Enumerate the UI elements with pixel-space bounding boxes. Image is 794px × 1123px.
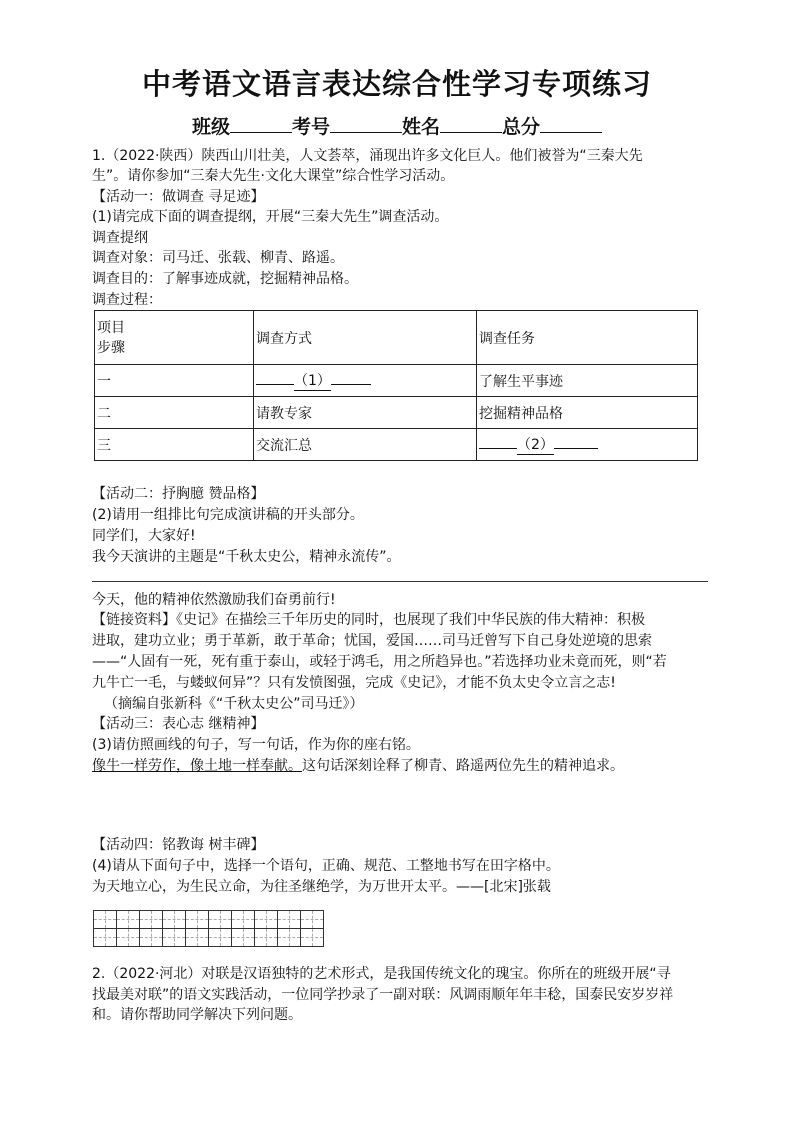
outline-purpose: 调查目的：了解事迹成就，挖掘精神品格。	[92, 271, 358, 287]
grid-cell[interactable]	[93, 910, 117, 929]
class-blank[interactable]	[230, 114, 292, 133]
grid-cell[interactable]	[116, 928, 140, 947]
table-row	[95, 365, 698, 397]
header-item-step-cell	[95, 311, 254, 365]
answer-blank-left	[256, 384, 294, 385]
link-material-line-1: 【链接资料】《史记》在描绘三千年历史的同时，也展现了我们中华民族的伟大精神：积极	[92, 612, 645, 628]
speech-greeting: 同学们，大家好!	[92, 528, 196, 544]
class-label: 班级	[191, 116, 230, 138]
grid-cell[interactable]	[162, 928, 186, 947]
speech-topic: 我今天演讲的主题是“千秋太史公，精神永流传”。	[92, 549, 401, 565]
row-1-method: （1）	[294, 370, 331, 391]
q1-intro-line-2: 生”。请你参加“三秦大先生·文化大课堂”综合性学习活动。	[92, 168, 455, 184]
outline-title: 调查提纲	[92, 230, 148, 246]
q2-line-3: 和。请你帮助同学解决下列问题。	[92, 1007, 302, 1023]
grid-cell[interactable]	[208, 910, 232, 929]
answer-blank-left	[479, 448, 517, 449]
grid-cell[interactable]	[139, 910, 163, 929]
row-2-method: 请教专家	[254, 397, 477, 429]
outline-process: 调查过程：	[92, 292, 162, 308]
row-1-method-cell[interactable]	[254, 365, 477, 397]
grid-cell[interactable]	[300, 928, 324, 947]
row-3-step: 三	[95, 429, 254, 461]
header-task: 调查任务	[477, 311, 698, 365]
answer-blank-right	[554, 448, 598, 449]
grid-cell[interactable]	[185, 910, 209, 929]
row-2-task: 挖掘精神品格	[477, 397, 698, 429]
task-4-text: (4)请从下面句子中，选择一个语句，正确、规范、工整地书写在田字格中。	[92, 858, 560, 874]
q2-line-2: 找最美对联”的语文实践活动，一位同学抄录了一副对联：风调雨顺年年丰稔，国泰民安岁岁祥	[92, 987, 674, 1003]
motto-line	[92, 756, 624, 776]
tianzige-grid[interactable]	[93, 910, 341, 950]
outline-objects: 调查对象：司马迁、张载、柳青、路遥。	[92, 250, 344, 266]
grid-cell[interactable]	[231, 928, 255, 947]
row-3-task: （2）	[517, 434, 554, 455]
name-blank[interactable]	[440, 114, 502, 133]
grid-cell[interactable]	[139, 928, 163, 947]
activity-1-heading: 【活动一：做调查 寻足迹】	[92, 189, 265, 205]
activity-3-heading: 【活动三：表心志 继精神】	[92, 716, 265, 732]
table-row	[95, 397, 698, 429]
page-title: 中考语文语言表达综合性学习专项练习	[141, 67, 652, 101]
table-row	[95, 311, 698, 365]
activity-4-heading: 【活动四：铭教诲 树丰碑】	[92, 837, 265, 853]
grid-row	[93, 910, 341, 928]
survey-table	[94, 310, 698, 461]
grid-cell[interactable]	[277, 928, 301, 947]
exam-no-blank[interactable]	[330, 114, 402, 133]
student-info-line	[0, 112, 794, 139]
link-material-line-2: 进取，建功立业；勇于革新，敢于革命；忧国，爱国……司马迁曾写下自己身处逆境的思索	[92, 633, 652, 649]
header-step: 步骤	[97, 339, 125, 356]
task-3-text: (3)请仿照画线的句子，写一句话，作为你的座右铭。	[92, 737, 420, 753]
q2-line-1: 2.（2022·河北）对联是汉语独特的艺术形式，是我国传统文化的瑰宝。你所在的班级开展“寻	[92, 966, 671, 982]
grid-cell[interactable]	[254, 928, 278, 947]
speech-closing: 今天，他的精神依然激励我们奋勇前行!	[92, 592, 336, 608]
grid-cell[interactable]	[162, 910, 186, 929]
grid-cell[interactable]	[208, 928, 232, 947]
quote-line: 为天地立心，为生民立命，为往圣继绝学，为万世开太平。——[北宋]张载	[92, 879, 551, 895]
name-label: 姓名	[402, 116, 441, 138]
header-item: 项目	[97, 319, 125, 336]
answer-blank-right	[331, 384, 371, 385]
row-2-step: 二	[95, 397, 254, 429]
link-source: （摘编自张新科《“千秋太史公”司马迁》）	[104, 696, 364, 712]
activity-2-heading: 【活动二：抒胸臆 赞品格】	[92, 486, 265, 502]
grid-cell[interactable]	[231, 910, 255, 929]
grid-cell[interactable]	[277, 910, 301, 929]
score-label: 总分	[502, 116, 541, 138]
q1-intro-line-1: 1.（2022·陕西）陕西山川壮美，人文荟萃，涌现出许多文化巨人。他们被誉为“三秦大先	[92, 148, 643, 164]
row-1-task: 了解生平事迹	[477, 365, 698, 397]
header-method: 调查方式	[254, 311, 477, 365]
row-1-step: 一	[95, 365, 254, 397]
row-3-method: 交流汇总	[254, 429, 477, 461]
grid-cell[interactable]	[254, 910, 278, 929]
grid-cell[interactable]	[185, 928, 209, 947]
grid-cell[interactable]	[300, 910, 324, 929]
exam-no-label: 考号	[291, 116, 330, 138]
grid-cell[interactable]	[93, 928, 117, 947]
row-3-task-cell[interactable]	[477, 429, 698, 461]
task-2-text: (2)请用一组排比句完成演讲稿的开头部分。	[92, 507, 364, 523]
grid-row	[93, 928, 341, 946]
link-material-line-3: ——“人固有一死，死有重于泰山，或轻于鸿毛，用之所趋异也。”若选择功业未竟而死，则“若	[92, 654, 667, 670]
answer-line[interactable]	[92, 581, 708, 582]
motto-rest: 这句话深刻诠释了柳青、路遥两位先生的精神追求。	[302, 758, 624, 774]
link-material-line-4: 九牛亡一毛，与蝼蚁何异”？只有发愤图强，完成《史记》，才能不负太史令立言之志!	[92, 675, 616, 691]
score-blank[interactable]	[540, 114, 602, 133]
task-1-text: (1)请完成下面的调查提纲，开展“三秦大先生”调查活动。	[92, 209, 449, 225]
grid-cell[interactable]	[116, 910, 140, 929]
table-row	[95, 429, 698, 461]
motto-underlined: 像牛一样劳作，像土地一样奉献。	[92, 758, 302, 774]
